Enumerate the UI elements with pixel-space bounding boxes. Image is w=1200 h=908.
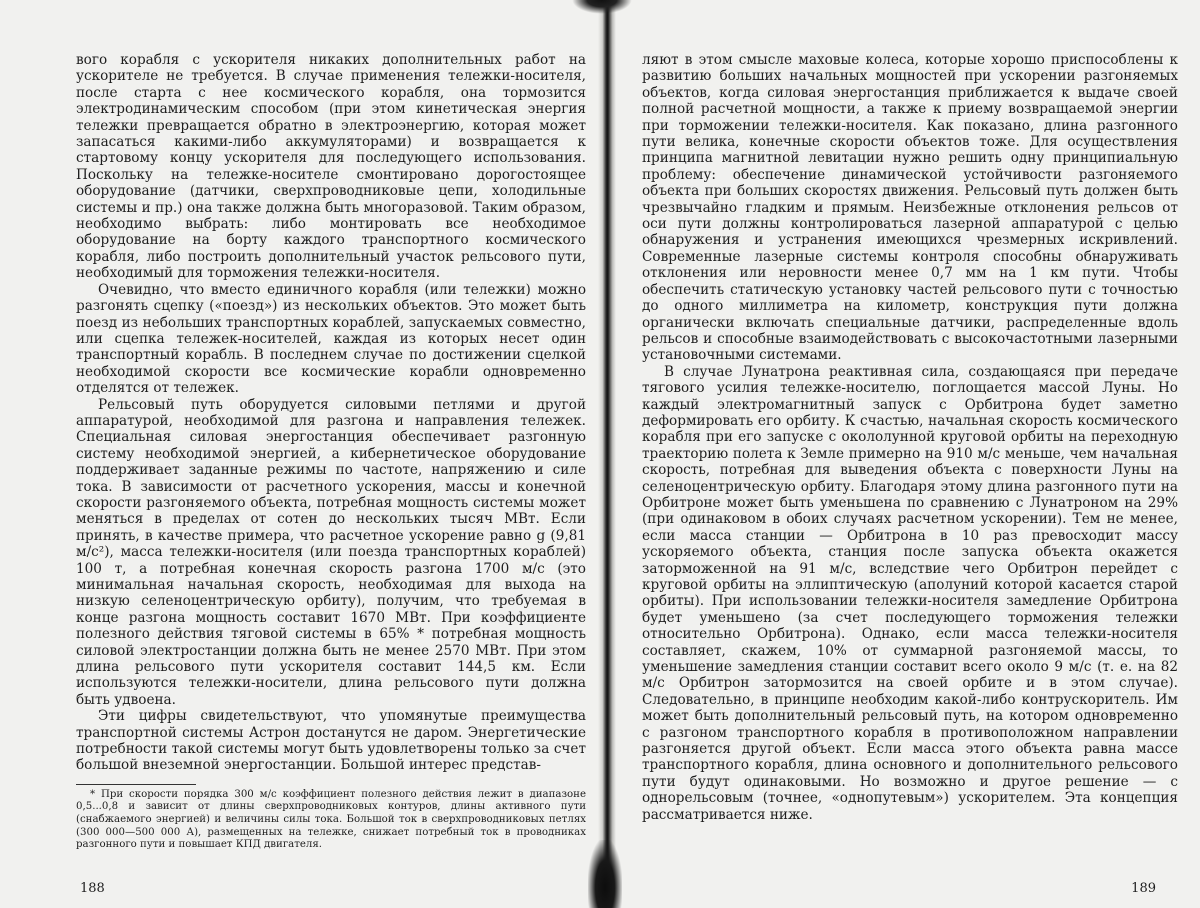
left-paragraph-2: Очевидно, что вместо единичного корабля (или тележки) можно разгонять сцепку («поезд») из нескольких объектов. Это может быть поезд из небольших транспортных кораблей, запускаемых совместно, или сцепка тележек-носителей, каждая из которых несет один транспортный корабль. В последнем случае по достижении сцелкой необходимой скорости все космические корабли одновременно отделятся от тележек.	[76, 281, 586, 397]
page-number-left: 188	[80, 881, 105, 896]
footnote-divider	[76, 784, 196, 785]
right-paragraph-1: ляют в этом смысле маховые колеса, которые хорошо приспособлены к развитию больших начальных мощностей при ускорении разгоняемых объектов, когда силовая энергостанция приближается к выдаче своей полной расчетной мощности, а также к приему возвращаемой энергии при торможении тележки-носителя. Как показано, длина разгонного пути велика, конечные скорости объектов тоже. Для осуществления принципа магнитной левитации нужно решить одну принципиальную проблему: обеспечение динамической устойчивости разгоняемого объекта при больших скоростях движения. Рельсовый путь должен быть чрезвычайно гладким и прямым. Неизбежные отклонения рельсов от оси пути должны контролироваться лазерной аппаратурой с целью обнаружения и устранения имеющихся чрезмерных искривлений. Современные лазерные системы контроля способны обнаруживать отклонения или неровности менее 0,7 мм на 1 км пути. Чтобы обеспечить статическую установку частей рельсового пути с точностью до одного миллиметра на километр, конструкция пути должна органически включать специальные датчики, распределенные вдоль рельсов и способные взаимодействовать с высокочастотными лазерными установочными системами.	[642, 52, 1178, 364]
left-paragraph-3: Рельсовый путь оборудуется силовыми петлями и другой аппаратурой, необходимой для разгона и направления тележек. Специальная силовая энергостанция обеспечивает разгонную систему необходимой энергией, а кибернетическое оборудование поддерживает заданные режимы по частоте, напряжению и силе тока. В зависимости от расчетного ускорения, массы и конечной скорости разгоняемого объекта, потребная мощность системы может меняться в пределах от сотен до нескольких тысяч МВт. Если принять, в качестве примера, что расчетное ускорение равно g (9,81 м/с²), масса тележки-носителя (или поезда транспортных кораблей) 100 т, а потребная конечная скорость разгона 1700 м/с (это минимальная начальная скорость, необходимая для выхода на низкую селеноцентрическую орбиту), получим, что требуемая в конце разгона мощность составит 1670 МВт. При коэффициенте полезного действия тяговой системы в 65% * потребная мощность силовой электростанции должна быть не менее 2570 МВт. При этом длина рельсового пути ускорителя составит 144,5 км. Если используются тележки-носители, длина рельсового пути должна быть удвоена.	[76, 396, 586, 708]
left-paragraph-1: вого корабля с ускорителя никаких дополнительных работ на ускорителе не требуется. В случае применения тележки-носителя, после старта с нее космического корабля, она тормозится электродинамическим способом (при этом кинетическая энергия тележки превращается обратно в электроэнергию, которая может запасаться какими-либо аккумуляторами) и возвращается к стартовому концу ускорителя для последующего использования. Поскольку на тележке-носителе смонтировано дорогостоящее оборудование (датчики, сверхпроводниковые цепи, холодильные системы и пр.) она также должна быть многоразовой. Таким образом, необходимо выбрать: либо монтировать все необходимое оборудование на борту каждого транспортного космического корабля, либо построить дополнительный участок рельсового пути, необходимый для торможения тележки-носителя.	[76, 52, 586, 282]
page-number-right: 189	[1131, 881, 1156, 896]
right-page	[612, 0, 1200, 908]
footnote: * При скорости порядка 300 м/с коэффициент полезного действия лежит в диапазоне 0,5...0,8 и зависит от длины сверхпроводниковых контуров, длины активного пути (снабжаемого энергией) и величины силы тока. Большой ток в сверхпроводниковых петлях (300 000—500 000 А), размещенных на тележке, снижает потребный ток в проводниках разгонного пути и повышает КПД двигателя.	[76, 788, 586, 851]
right-paragraph-2: В случае Лунатрона реактивная сила, создающаяся при передаче тягового усилия тележке-носителю, поглощается массой Луны. Но каждый электромагнитный запуск с Орбитрона будет заметно деформировать его орбиту. К счастью, начальная скорость космического корабля при его запуске с окололунной круговой орбиты на переходную траекторию полета к Земле примерно на 910 м/с меньше, чем начальная скорость, потребная для выведения объекта с поверхности Луны на селеноцентрическую орбиту. Благодаря этому длина разгонного пути на Орбитроне может быть уменьшена по сравнению с Лунатроном на 29% (при одинаковом в обоих случаях расчетном ускорении). Тем не менее, если масса станции — Орбитрона в 10 раз превосходит массу ускоряемого объекта, станция после запуска объекта окажется заторможенной на 91 м/с, вследствие чего Орбитрон перейдет с круговой орбиты на эллиптическую (аполуний которой касается старой орбиты). При использовании тележки-носителя замедление Орбитрона будет уменьшено (за счет последующего торможения тележки относительно Орбитрона). Однако, если масса тележки-носителя составляет, скажем, 10% от суммарной разгоняемой массы, то уменьшение замедления станции составит всего около 9 м/с (т. е. на 82 м/с Орбитрон затормозится на своей орбите и в этом случае). Следовательно, в принципе необходим какой-либо контрускоритель. Им может быть дополнительный рельсовый путь, на котором одновременно с разгоном транспортного корабля в противоположном направлении разгоняется другой объект. Если масса этого объекта равна массе транспортного корабля, длина основного и дополнительного рельсового пути будут одинаковыми. Но возможно и другое решение — с однорельсовым (точнее, «однопутевым») ускорителем. Эта концепция рассматривается ниже.	[642, 363, 1178, 823]
left-paragraph-4: Эти цифры свидетельствуют, что упомянутые преимущества транспортной системы Астрон достанутся не даром. Энергетические потребности такой системы могут быть удовлетворены только за счет большой внеземной энергостанции. Большой интерес представ-	[76, 708, 586, 774]
